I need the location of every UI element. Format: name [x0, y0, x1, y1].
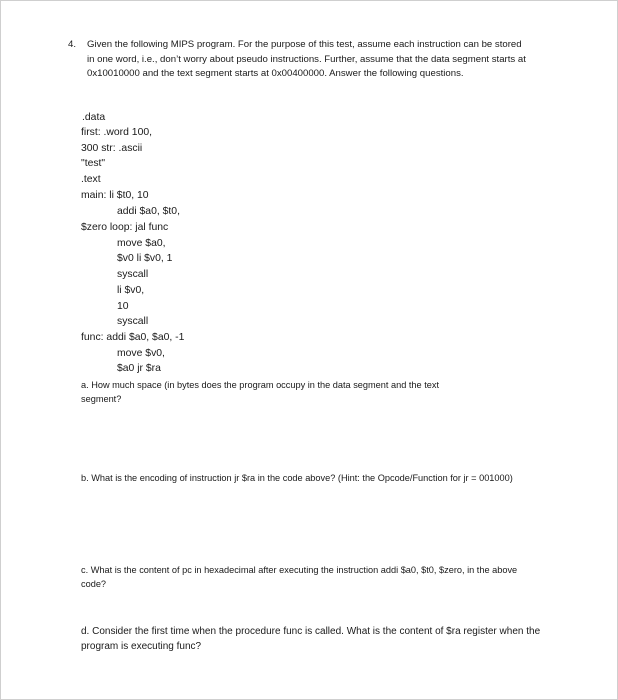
- code-line: .data: [82, 112, 106, 123]
- subquestion-a: a. How much space (in bytes does the program occupy in the data segment and the text segment?: [81, 380, 440, 404]
- code-line: "test": [81, 158, 106, 169]
- code-line: first: .word 100,: [81, 127, 153, 138]
- code-line: 10: [117, 301, 129, 312]
- code-line: move $a0,: [117, 238, 166, 249]
- question-number: 4.: [68, 39, 77, 50]
- question-4: [68, 38, 528, 82]
- question-text: Given the following MIPS program. For the purpose of this test, assume each instruction can be stored in one word, i.e., don’t worry about pseudo instructions. Further, assume that the data segment starts at 0x10010000 and the text segment starts at 0x00400000. Answer the following questions.: [87, 39, 526, 79]
- code-line: move $v0,: [117, 348, 165, 359]
- code-line: $zero loop: jal func: [81, 222, 169, 233]
- code-line: syscall: [117, 316, 149, 327]
- code-line: syscall: [117, 269, 149, 280]
- code-line: 300 str: .ascii: [81, 143, 143, 154]
- subquestion-b: b. What is the encoding of instruction jr $ra in the code above? (Hint: the Opcode/Function for jr = 001000): [81, 473, 513, 483]
- subquestion-c: c. What is the content of pc in hexadecimal after executing the instruction addi $a0, $t0, $zero, in the above code?: [81, 565, 518, 589]
- code-line: $a0 jr $ra: [117, 363, 161, 374]
- code-line: .text: [81, 174, 101, 185]
- subquestion-d: d. Consider the first time when the procedure func is called. What is the content of $ra register when the program is executing func?: [81, 626, 541, 652]
- code-line: func: addi $a0, $a0, -1: [81, 332, 185, 343]
- code-line: li $v0,: [117, 285, 145, 296]
- code-line: main: li $t0, 10: [81, 190, 149, 201]
- code-line: addi $a0, $t0,: [117, 206, 180, 217]
- code-line: $v0 li $v0, 1: [117, 253, 173, 264]
